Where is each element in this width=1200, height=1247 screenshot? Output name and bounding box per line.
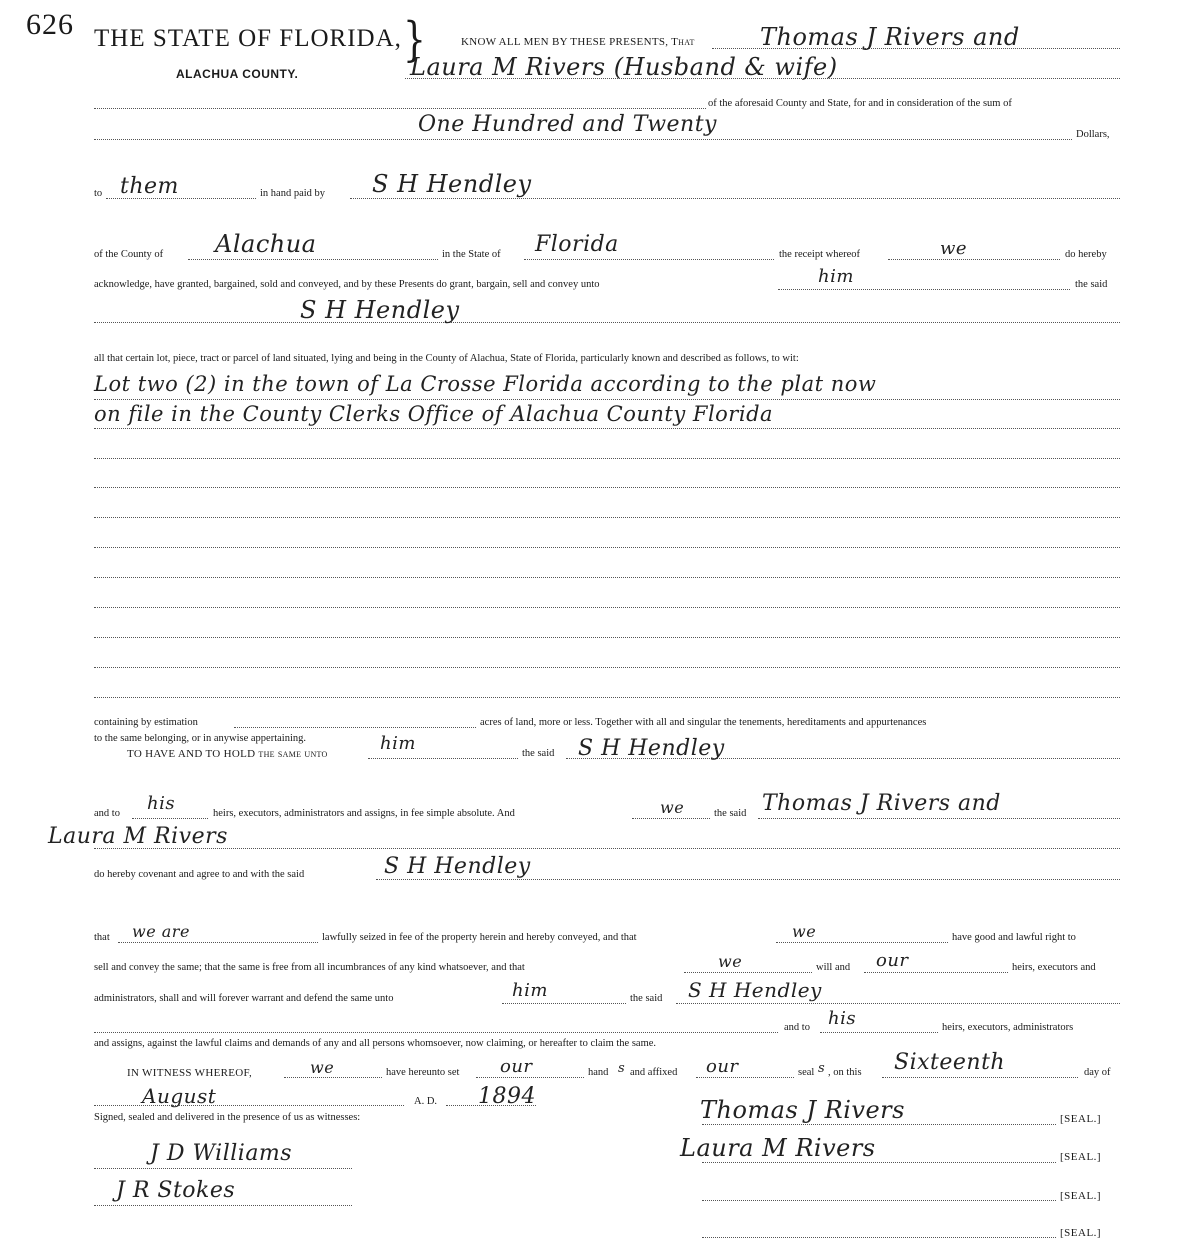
hw-receipt-we: we bbox=[940, 238, 968, 259]
witness-we-line bbox=[284, 1077, 382, 1078]
day-of: day of bbox=[1084, 1067, 1111, 1078]
the-said-3: the said bbox=[714, 808, 747, 819]
hw-witness-1: J D Williams bbox=[150, 1141, 293, 1166]
lawfully-seized: lawfully seized in fee of the property herein and hereby conveyed, and that bbox=[322, 932, 637, 943]
convey-unto-line bbox=[778, 289, 1070, 290]
that-label: that bbox=[94, 932, 110, 943]
hw-defend-unto: him bbox=[512, 980, 548, 1001]
grantors-line-1 bbox=[758, 818, 1120, 819]
hw-and-we: we bbox=[660, 798, 685, 817]
county-title: ALACHUA COUNTY. bbox=[176, 67, 299, 81]
state-title: THE STATE OF FLORIDA, bbox=[94, 25, 402, 52]
hw-have-hold-said: S H Hendley bbox=[578, 736, 725, 761]
to-have-text: TO HAVE AND TO HOLD the same unto bbox=[127, 748, 328, 760]
hw-grantors-2: Laura M Rivers bbox=[48, 824, 228, 849]
seal-1: [SEAL.] bbox=[1060, 1113, 1102, 1125]
hw-covenant-with: S H Hendley bbox=[384, 854, 531, 879]
hw-sum: One Hundred and Twenty bbox=[418, 112, 717, 137]
desc-line-1 bbox=[94, 399, 1120, 400]
and-affixed: and affixed bbox=[630, 1067, 678, 1078]
affixed-our-line bbox=[696, 1077, 794, 1078]
hw-to-whom: them bbox=[120, 174, 179, 199]
and-that-we-line bbox=[776, 942, 948, 943]
desc-line-5 bbox=[94, 517, 1120, 518]
hw-convey-unto: him bbox=[818, 266, 854, 287]
blank-line bbox=[94, 108, 706, 109]
the-said-2: the said bbox=[522, 748, 555, 759]
hw-year: 1894 bbox=[478, 1084, 536, 1109]
sum-line bbox=[94, 139, 1072, 140]
hw-description-1: Lot two (2) in the town of La Crosse Florida according to the plat now bbox=[94, 372, 877, 396]
hw-have-hold-unto: him bbox=[380, 733, 416, 754]
hw-affixed-our: our bbox=[706, 1056, 739, 1077]
and-to-line-1 bbox=[132, 818, 208, 819]
dollars-label: Dollars, bbox=[1076, 129, 1110, 140]
county-line bbox=[188, 259, 438, 260]
hw-grantor-line2: Laura M Rivers (Husband & wife) bbox=[410, 53, 838, 81]
seal-word: seal bbox=[798, 1067, 815, 1078]
page-number: 626 bbox=[26, 8, 74, 41]
and-that-we-line-2 bbox=[684, 972, 812, 973]
hw-defend-said: S H Hendley bbox=[688, 978, 822, 1002]
state-line bbox=[524, 259, 774, 260]
will-and-our-line bbox=[864, 972, 1008, 973]
witness-1-line bbox=[94, 1168, 352, 1169]
ad-label: A. D. bbox=[414, 1096, 438, 1107]
hw-and-that-we-2: we bbox=[718, 952, 743, 971]
all-that-certain: all that certain lot, piece, tract or parcel of land situated, lying and being in the County of Alachua, State of Florida, particularly known and described as follows, to wit: bbox=[94, 353, 799, 364]
the-said-4: the said bbox=[630, 993, 663, 1004]
aforesaid-text: of the aforesaid County and State, for and in consideration of the sum of bbox=[708, 98, 1012, 109]
hw-signature-1: Thomas J Rivers bbox=[700, 1096, 905, 1124]
have-hereunto: have hereunto set bbox=[386, 1067, 460, 1078]
day-line bbox=[882, 1077, 1078, 1078]
sell-and-convey: sell and convey the same; that the same is free from all incumbrances of any kind whatsoever, and that bbox=[94, 962, 525, 973]
in-the-state-of: in the State of bbox=[442, 249, 501, 260]
acknowledge-text: acknowledge, have granted, bargained, sold and conveyed, and by these Presents do grant, bargain, sell and convey unto bbox=[94, 279, 600, 290]
to-label: to bbox=[94, 188, 103, 199]
desc-line-4 bbox=[94, 487, 1120, 488]
desc-line-11 bbox=[94, 697, 1120, 698]
and-to-2: and to bbox=[784, 1022, 810, 1033]
in-hand-paid-by: in hand paid by bbox=[260, 188, 326, 199]
hw-that-we-are: we are bbox=[132, 922, 190, 941]
blank-line-2 bbox=[94, 1032, 778, 1033]
desc-line-3 bbox=[94, 458, 1120, 459]
acres-text: acres of land, more or less. Together with all and singular the tenements, hereditaments and appurtenances bbox=[480, 717, 927, 728]
hw-paid-by: S H Hendley bbox=[372, 170, 532, 198]
of-the-county-of: of the County of bbox=[94, 249, 164, 260]
hw-witness-2: J R Stokes bbox=[116, 1178, 236, 1203]
desc-line-9 bbox=[94, 637, 1120, 638]
in-witness: IN WITNESS WHEREOF, bbox=[127, 1067, 253, 1079]
hw-witness-we: we bbox=[310, 1058, 335, 1077]
hw-county-of: Alachua bbox=[215, 230, 317, 258]
witness-2-line bbox=[94, 1205, 352, 1206]
the-said-1: the said bbox=[1075, 279, 1108, 290]
containing-text: containing by estimation bbox=[94, 717, 198, 728]
administrators-shall: administrators, shall and will forever warrant and defend the same unto bbox=[94, 993, 394, 1004]
defend-unto-line bbox=[502, 1003, 626, 1004]
hand-label: hand bbox=[588, 1067, 609, 1078]
desc-line-7 bbox=[94, 577, 1120, 578]
desc-line-2 bbox=[94, 428, 1120, 429]
hw-and-to-his-2: his bbox=[828, 1008, 857, 1029]
desc-line-10 bbox=[94, 667, 1120, 668]
hw-will-and-our: our bbox=[876, 950, 909, 971]
grantors-line-2 bbox=[94, 848, 1120, 849]
have-hold-unto-line bbox=[368, 758, 518, 759]
seal-4: [SEAL.] bbox=[1060, 1227, 1102, 1239]
title-brace: } bbox=[403, 13, 426, 68]
covenant-line bbox=[376, 879, 1120, 880]
hw-grantors-1: Thomas J Rivers and bbox=[762, 791, 1001, 816]
heirs-exec-admin: heirs, executors, administrators bbox=[942, 1022, 1074, 1033]
hw-and-to-his: his bbox=[147, 793, 176, 814]
do-hereby-covenant: do hereby covenant and agree to and with the said bbox=[94, 869, 305, 880]
hw-signature-2: Laura M Rivers bbox=[680, 1134, 876, 1162]
hw-description-2: on file in the County Clerks Office of Alachua County Florida bbox=[94, 402, 774, 426]
set-our-line bbox=[476, 1077, 584, 1078]
signature-3-line bbox=[702, 1200, 1056, 1201]
signature-4-line bbox=[702, 1237, 1056, 1238]
signature-1-line bbox=[702, 1124, 1056, 1125]
to-the-same-text: to the same belonging, or in anywise appertaining. bbox=[94, 733, 306, 744]
and-to-1: and to bbox=[94, 808, 120, 819]
seal-3: [SEAL.] bbox=[1060, 1190, 1102, 1202]
know-all-men: KNOW ALL MEN BY THESE PRESENTS, That bbox=[461, 36, 695, 48]
heirs-exec-and: heirs, executors and bbox=[1012, 962, 1096, 973]
acres-line bbox=[234, 727, 476, 728]
hw-seal-s: s bbox=[818, 1061, 826, 1076]
seal-2: [SEAL.] bbox=[1060, 1151, 1102, 1163]
hw-set-our: our bbox=[500, 1056, 533, 1077]
desc-line-6 bbox=[94, 547, 1120, 548]
signed-sealed: Signed, sealed and delivered in the presence of us as witnesses: bbox=[94, 1112, 361, 1123]
and-to-his-line-2 bbox=[820, 1032, 938, 1033]
heirs-exec-text: heirs, executors, administrators and assigns, in fee simple absolute. And bbox=[213, 808, 515, 819]
hw-grantor-line1: Thomas J Rivers and bbox=[760, 23, 1020, 51]
hw-and-that-we: we bbox=[792, 922, 817, 941]
hw-hand-s: s bbox=[618, 1061, 626, 1076]
paid-by-line bbox=[350, 198, 1120, 199]
receipt-line bbox=[888, 259, 1060, 260]
that-we-are-line bbox=[118, 942, 318, 943]
on-this: , on this bbox=[828, 1067, 862, 1078]
hw-state-of: Florida bbox=[535, 232, 619, 257]
receipt-whereof: the receipt whereof bbox=[779, 249, 861, 260]
month-line bbox=[94, 1105, 404, 1106]
and-we-line bbox=[632, 818, 710, 819]
hw-said-name: S H Hendley bbox=[300, 296, 460, 324]
hw-month: August bbox=[142, 1084, 217, 1108]
defend-said-line bbox=[676, 1003, 1120, 1004]
said-name-line bbox=[94, 322, 1120, 323]
have-good: have good and lawful right to bbox=[952, 932, 1076, 943]
signature-2-line bbox=[702, 1162, 1056, 1163]
will-and: will and bbox=[816, 962, 851, 973]
desc-line-8 bbox=[94, 607, 1120, 608]
hw-day: Sixteenth bbox=[894, 1050, 1006, 1075]
do-hereby: do hereby bbox=[1065, 249, 1107, 260]
and-assigns: and assigns, against the lawful claims and demands of any and all persons whomsoever, now claiming, or hereafter to claim the same. bbox=[94, 1038, 657, 1049]
